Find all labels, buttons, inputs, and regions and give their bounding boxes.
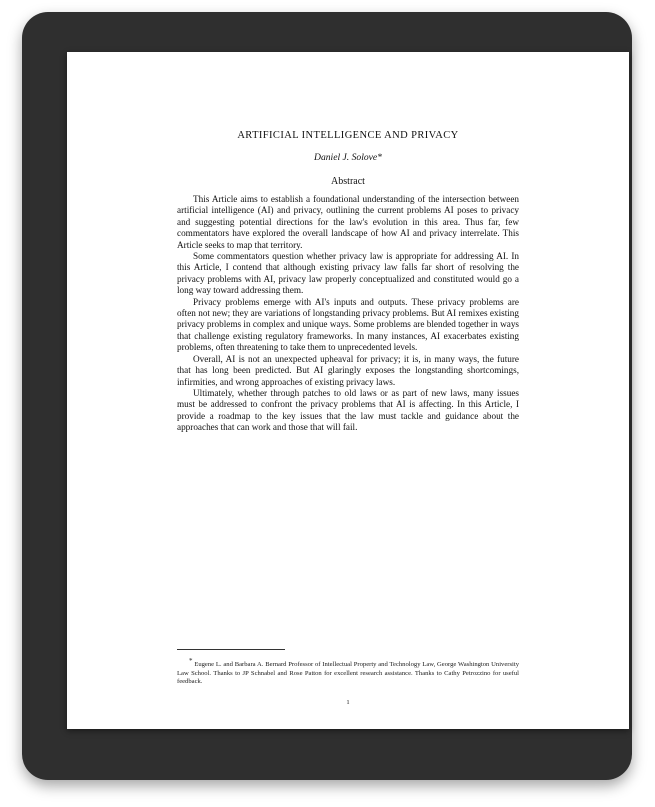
abstract-paragraph-5: Ultimately, whether through patches to old laws or as part of new laws, many issues must be addressed to confront the privacy problems that AI is affecting. In this Article, I provide a roadmap to the key issues that the law must tackle and guidance about the approaches that can work and those that will fail. (177, 387, 519, 433)
paper-author: Daniel J. Solove* (314, 152, 382, 163)
abstract-paragraph-4: Overall, AI is not an unexpected upheaval for privacy; it is, in many ways, the future that has long been predicted. But AI glaringly exposes the longstanding shortcomings, infirmities, and wrong approaches of existing privacy laws. (177, 353, 519, 387)
abstract-paragraph-1: This Article aims to establish a foundational understanding of the intersection between artificial intelligence (AI) and privacy, outlining the current problems AI poses to privacy and suggesting potential directions for the law's evolution in this area. Thus far, few commentators have explored the overall landscape of how AI and privacy interrelate. This Article seeks to map that territory. (177, 194, 519, 250)
abstract-paragraph-2: Some commentators question whether privacy law is appropriate for addressing AI. In this Article, I contend that although existing privacy law falls far short of resolving the privacy problems with AI, privacy law properly conceptualized and constituted would go a long way toward addressing them. (177, 251, 519, 296)
abstract-paragraph-3: Privacy problems emerge with AI's inputs and outputs. These privacy problems are often not new; they are variations of longstanding privacy problems. But AI remixes existing privacy problems in complex and unique ways. Some problems are blended together in ways that challenge existing regulatory frameworks. In many instances, AI exacerbates existing problems, often threatening to take them to unprecedented levels. (177, 296, 519, 353)
footnote-body: Eugene L. and Barbara A. Bernard Professor of Intellectual Property and Technology Law, George Washington University Law School. Thanks to JP Schnabel and Rose Patton for excellent research assistance. Thanks to Cathy Petrozzino for useful feedback. (177, 661, 519, 686)
document-page (67, 52, 629, 729)
section-heading-abstract: Abstract (331, 176, 365, 187)
footnote-marker: * (189, 657, 193, 665)
page-number: 1 (346, 699, 350, 706)
page-content (177, 130, 519, 706)
footnote-text (177, 657, 519, 687)
footnote-separator (177, 649, 285, 650)
paper-title: ARTIFICIAL INTELLIGENCE AND PRIVACY (237, 130, 459, 141)
document-viewer-frame (22, 12, 632, 780)
